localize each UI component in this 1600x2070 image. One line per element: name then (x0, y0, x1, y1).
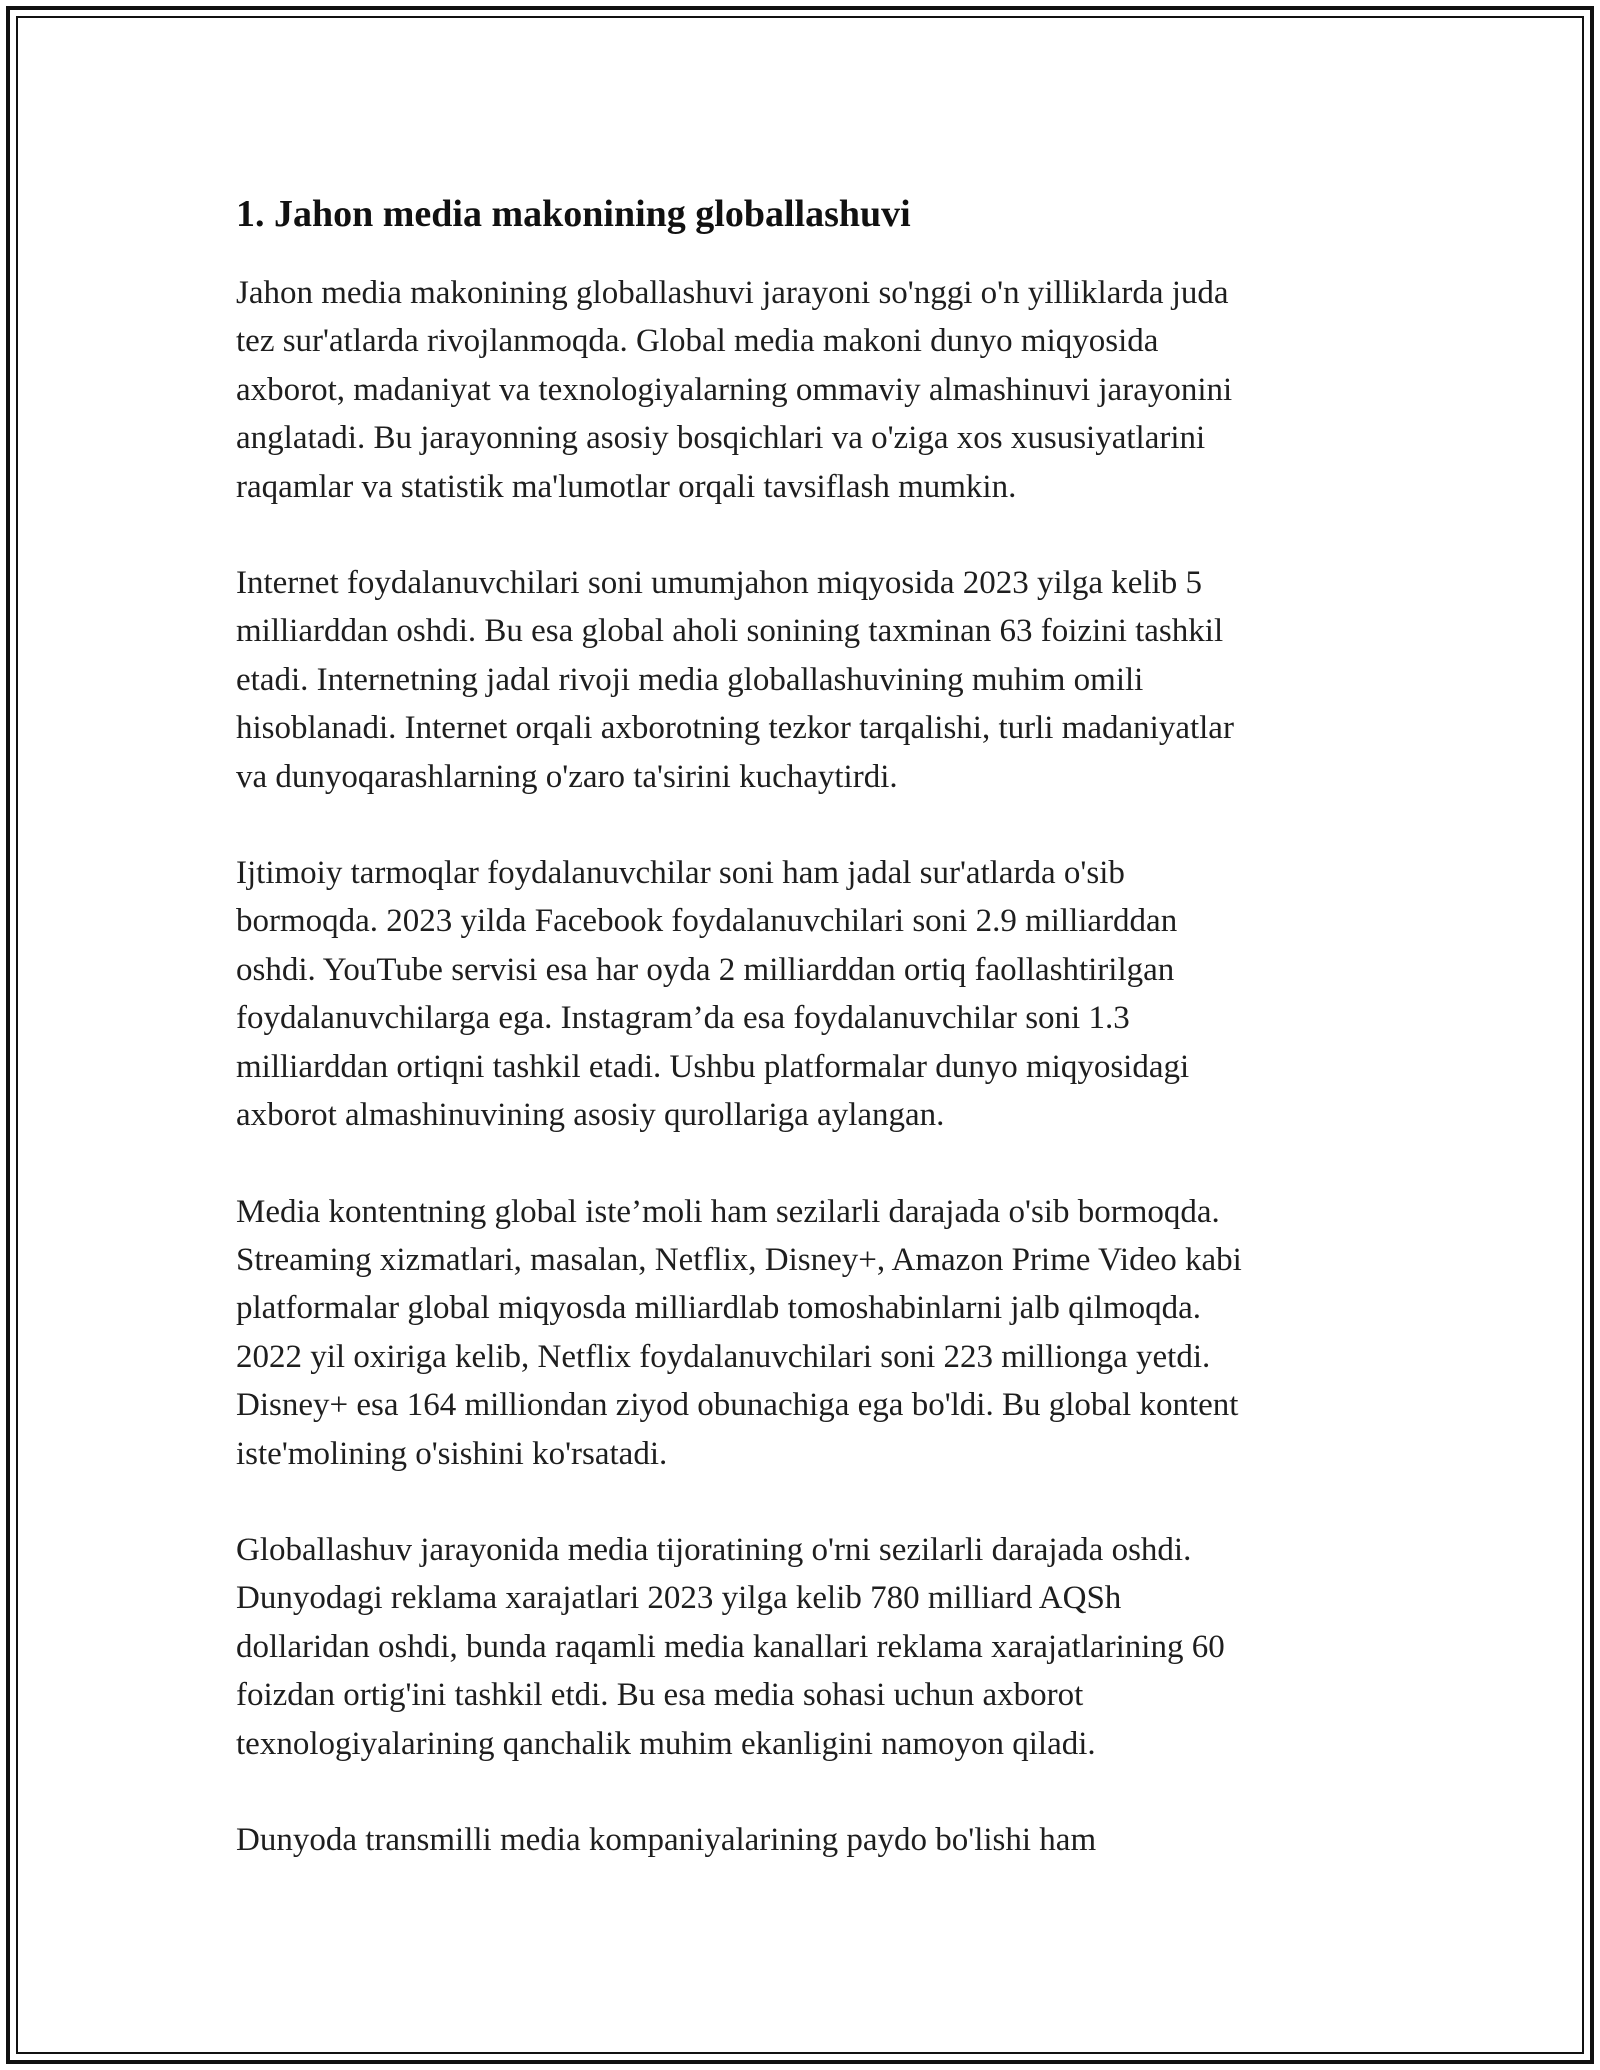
paragraph-line: Internet foydalanuvchilari soni umumjahon miqyosida 2023 yilga kelib 5 (236, 565, 1202, 602)
paragraph (236, 1188, 1376, 1478)
paragraph (236, 1526, 1376, 1768)
document-body (236, 185, 1376, 1864)
paragraph-line: hisoblanadi. Internet orqali axborotning tezkor tarqalishi, turli madaniyatlar (236, 710, 1234, 747)
paragraph (236, 559, 1376, 801)
paragraph-line: Jahon media makonining globallashuvi jarayoni so'nggi o'n yilliklarda juda (236, 275, 1229, 311)
paragraph-line: platformalar global miqyosda milliardlab tomoshabinlarni jalb qilmoqda. (236, 1290, 1202, 1327)
paragraph-line: Dunyoda transmilli media kompaniyalarining paydo bo'lishi ham (236, 1821, 1097, 1858)
paragraph-line: axborot, madaniyat va texnologiyalarning ommaviy almashinuvi jarayonini (236, 371, 1233, 408)
paragraph-line: 2022 yil oxiriga kelib, Netflix foydalanuvchilari soni 223 millionga yetdi. (236, 1338, 1211, 1375)
paragraph-line: milliarddan oshdi. Bu esa global aholi sonining taxminan 63 foizini tashkil (236, 613, 1224, 650)
paragraph-line: Disney+ esa 164 milliondan ziyod obunachiga ega bo'ldi. Bu global kontent (236, 1387, 1239, 1424)
paragraph-line: oshdi. YouTube servisi esa har oyda 2 milliarddan ortiq faollashtirilgan (236, 951, 1175, 988)
paragraph-line: Globallashuv jarayonida media tijoratining o'rni sezilarli darajada oshdi. (236, 1531, 1192, 1568)
paragraph-line: bormoqda. 2023 yilda Facebook foydalanuvchilari soni 2.9 milliarddan (236, 903, 1178, 940)
paragraph-line: anglatadi. Bu jarayonning asosiy bosqichlari va o'ziga xos xususiyatlarini (236, 420, 1206, 457)
paragraph (236, 1816, 1376, 1864)
paragraph-line: Streaming xizmatlari, masalan, Netflix, Disney+, Amazon Prime Video kabi (236, 1241, 1242, 1278)
paragraph (236, 849, 1376, 1139)
paragraph-line: dollaridan oshdi, bunda raqamli media kanallari reklama xarajatlarining 60 (236, 1628, 1225, 1665)
paragraph-line: Media kontentning global iste’moli ham sezilarli darajada o'sib bormoqda. (236, 1193, 1220, 1230)
paragraph-line: raqamlar va statistik ma'lumotlar orqali tavsiflash mumkin. (236, 468, 1017, 505)
paragraph-line: va dunyoqarashlarning o'zaro ta'sirini kuchaytirdi. (236, 758, 898, 795)
paragraph-line: tez sur'atlarda rivojlanmoqda. Global media makoni dunyo miqyosida (236, 323, 1159, 360)
paragraph-line: foydalanuvchilarga ega. Instagram’da esa foydalanuvchilar soni 1.3 (236, 1000, 1130, 1037)
paragraph-line: Dunyodagi reklama xarajatlari 2023 yilga kelib 780 milliard AQSh (236, 1580, 1122, 1617)
paragraph (236, 269, 1376, 511)
paragraph-line: Ijtimoiy tarmoqlar foydalanuvchilar soni ham jadal sur'atlarda o'sib (236, 855, 1125, 892)
paragraph-list (236, 269, 1376, 1864)
paragraph-line: etadi. Internetning jadal rivoji media globallashuvining muhim omili (236, 661, 1144, 698)
paragraph-line: texnologiyalarining qanchalik muhim ekanligini namoyon qiladi. (236, 1725, 1096, 1762)
paragraph-line: axborot almashinuvining asosiy qurollariga aylangan. (236, 1097, 945, 1134)
section-heading: 1. Jahon media makonining globallashuvi (236, 193, 911, 235)
paragraph-line: foizdan ortig'ini tashkil etdi. Bu esa media sohasi uchun axborot (236, 1677, 1084, 1714)
paragraph-line: milliarddan ortiqni tashkil etadi. Ushbu platformalar dunyo miqyosidagi (236, 1048, 1190, 1085)
paragraph-line: iste'molining o'sishini ko'rsatadi. (236, 1435, 668, 1472)
